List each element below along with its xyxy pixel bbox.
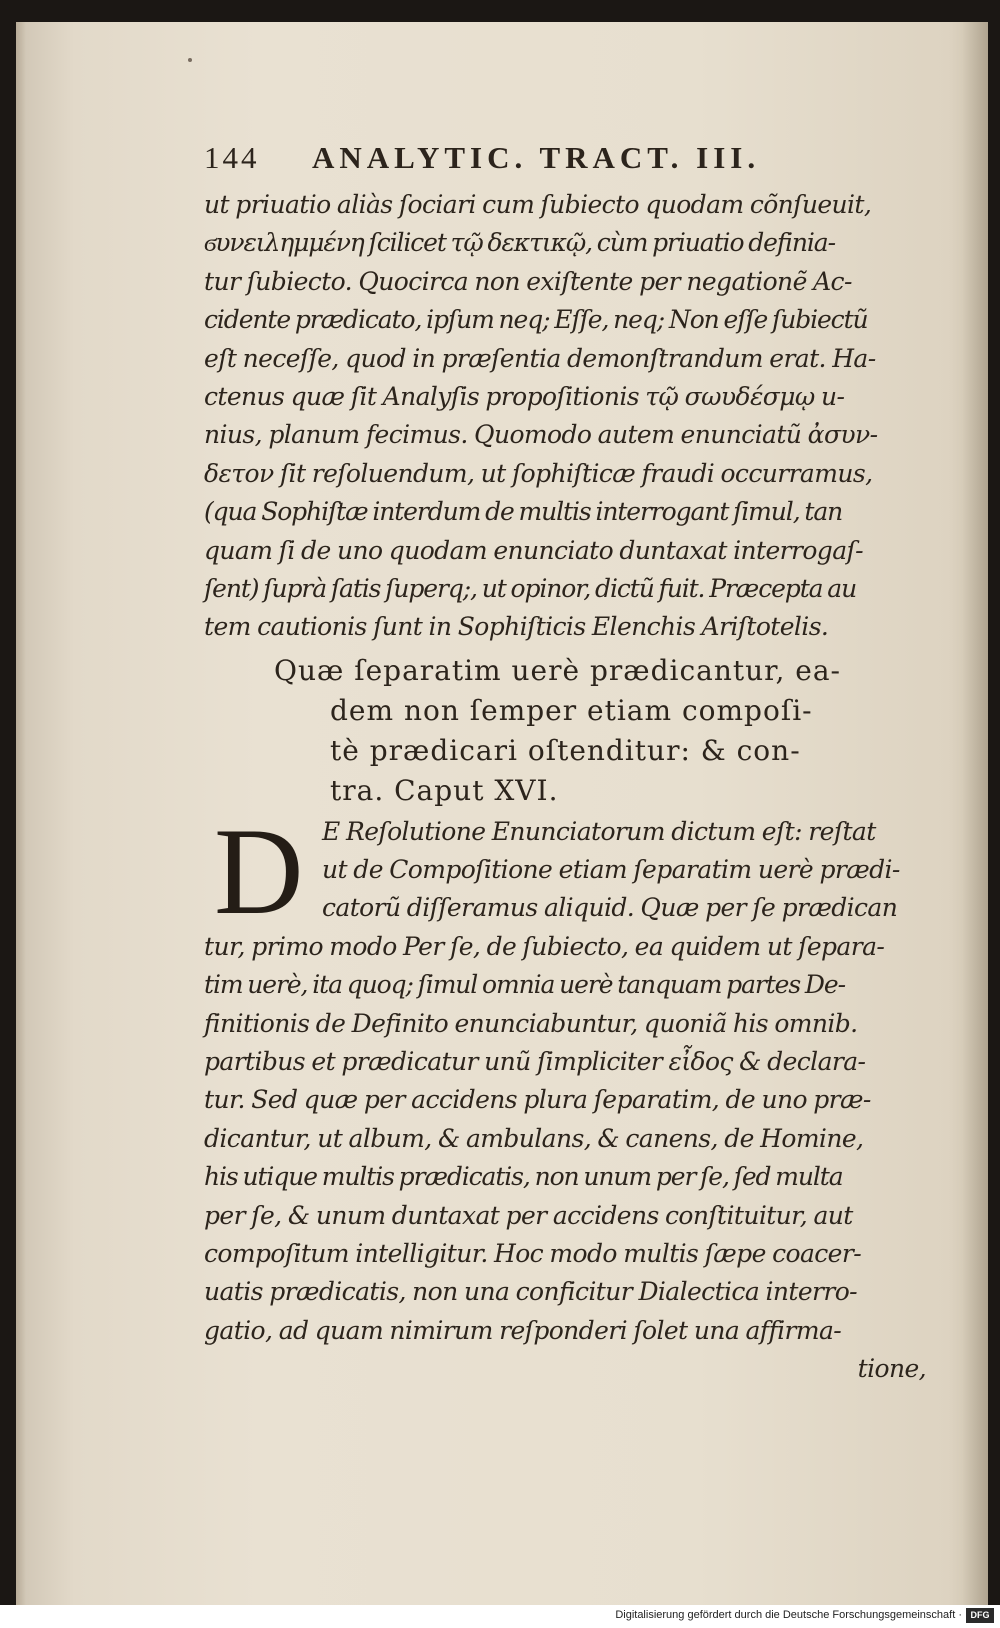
drop-cap-initial: D	[214, 802, 304, 940]
body-line: gatio, ad quam nimirum reſponderi ſolet una affirma-	[204, 1315, 842, 1345]
body-line: compoſitum intelligitur. Hoc modo multis ſæpe coacer-	[204, 1238, 862, 1268]
running-title: ANALYTIC. TRACT. III.	[312, 140, 761, 175]
page-edge-shadow	[16, 22, 26, 1605]
text-block	[204, 140, 944, 1389]
body-line: uatis prædicatis, non una conficitur Dialectica interro-	[204, 1277, 858, 1307]
chapter-heading	[204, 651, 944, 811]
body-line: ſent) ſuprà ſatis ſuperq;, ut opinor, dictũ fuit. Præcepta au	[204, 573, 857, 603]
body-line: catorũ diſſeramus aliquid. Quæ per ſe prædican	[322, 893, 898, 923]
chapter-text	[204, 802, 944, 1389]
page-number: 144	[204, 140, 260, 175]
body-line: dicantur, ut album, & ambulans, & canens, de Homine,	[204, 1123, 864, 1153]
body-line: quam ſi de uno quodam enunciato duntaxat interrogaſ-	[204, 535, 864, 565]
body-line: partibus et prædicatur unũ ſimpliciter εἶδος & declara-	[204, 1047, 866, 1077]
catchword: tione,	[857, 1354, 926, 1384]
body-line: ϭυνειλημμένη ſcilicet τῷ δεκτικῷ, cùm priuatio definia-	[204, 228, 835, 258]
chapter-heading-line: dem non ſemper etiam compoſi-	[330, 693, 813, 727]
footer-band	[0, 1605, 1000, 1628]
body-line: ut priuatio aliàs ſociari cum ſubiecto quodam cõnſueuit,	[204, 190, 872, 219]
body-line: per ſe, & unum duntaxat per accidens conſtituitur, aut	[204, 1200, 853, 1230]
running-head	[204, 140, 944, 186]
body-line: finitionis de Definito enunciabuntur, quoniã his omnib.	[204, 1008, 858, 1038]
ink-speck	[188, 58, 192, 62]
body-line: nius, planum fecimus. Quomodo autem enunciatũ ἀσυν-	[204, 420, 878, 450]
body-line: ctenus quæ ſit Analyſis propoſitionis τῷ σωυδέσμῳ u-	[204, 381, 845, 411]
page-gutter-shadow	[962, 22, 988, 1605]
body-line: δετον ſit reſoluendum, ut ſophiſticæ fraudi occurramus,	[204, 458, 873, 488]
body-line: cidente prædicato, ipſum neq; Eſſe, neq; Non eſſe ſubiectũ	[204, 305, 868, 335]
body-paragraph	[204, 186, 944, 647]
body-line: tur ſubiecto. Quocirca non exiſtente per negationẽ Ac-	[204, 266, 852, 296]
body-line: tur. Sed quæ per accidens plura ſeparatim, de uno præ-	[204, 1085, 871, 1115]
body-line: E Reſolutione Enunciatorum dictum eſt: reſtat	[322, 816, 876, 846]
body-line: his utique multis prædicatis, non unum per ſe, ſed multa	[204, 1162, 843, 1192]
chapter-heading-line: tra. Caput XVI.	[330, 773, 559, 807]
chapter-heading-line: Quæ ſeparatim uerè prædicantur, ea-	[274, 653, 841, 687]
body-line: ut de Compoſitione etiam ſeparatim uerè prædi-	[322, 855, 900, 885]
body-line: tur, primo modo Per ſe, de ſubiecto, ea quidem ut ſepara-	[204, 931, 885, 961]
chapter-heading-line: tè prædicari oſtenditur: & con-	[330, 733, 801, 767]
body-line: tim uerè, ita quoq; ſimul omnia uerè tanquam partes De-	[204, 970, 845, 1000]
body-line: tem cautionis ſunt in Sophiſticis Elenchis Ariſtotelis.	[204, 612, 829, 642]
book-page	[16, 22, 988, 1605]
body-line: eſt neceſſe, quod in præſentia demonſtrandum erat. Ha-	[204, 343, 876, 373]
body-line: (qua Sophiſtæ interdum de multis interrogant ſimul, tan	[204, 497, 843, 527]
digitization-credit: Digitalisierung gefördert durch die Deutsche Forschungsgemeinschaft ·	[615, 1609, 962, 1621]
dfg-logo: DFG	[966, 1608, 994, 1623]
